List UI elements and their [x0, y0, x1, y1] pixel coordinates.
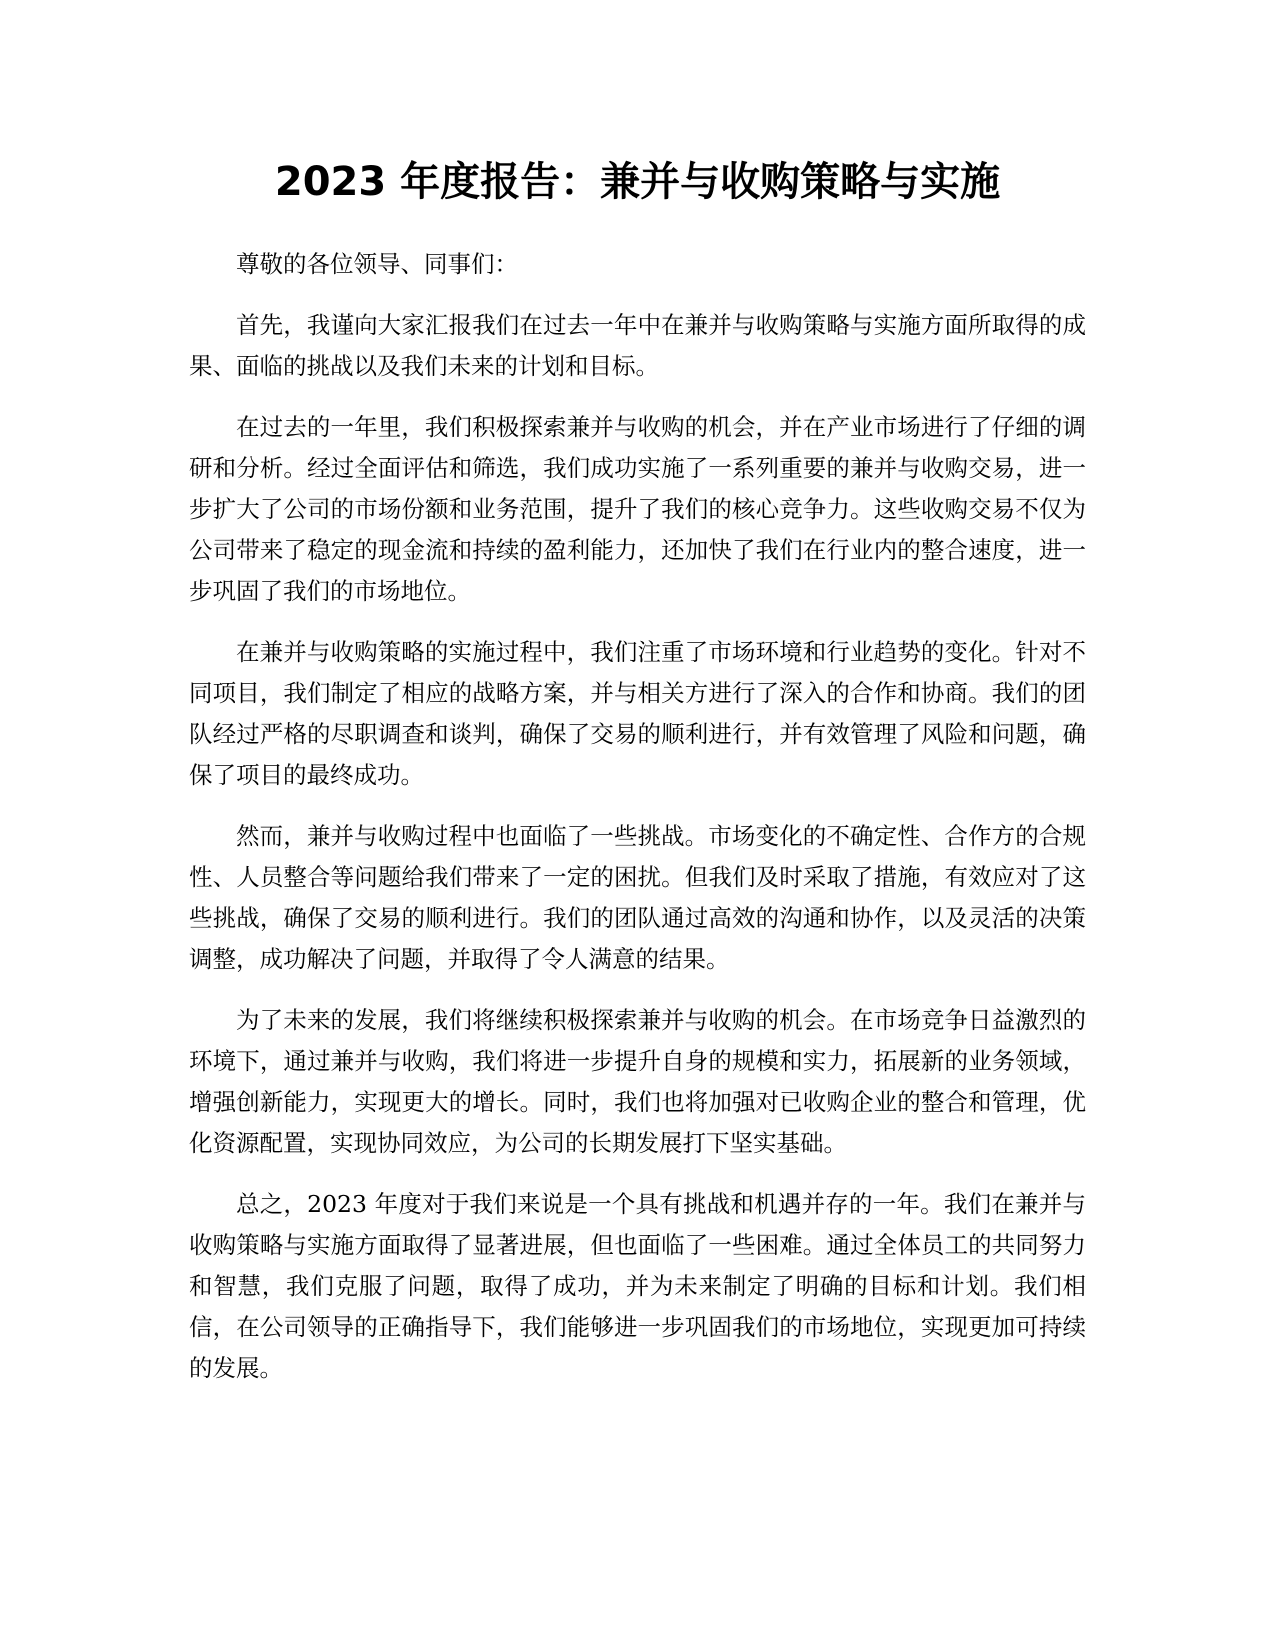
paragraph-future-plans: 为了未来的发展，我们将继续积极探索兼并与收购的机会。在市场竞争日益激烈的环境下，通过兼并与收购，我们将进一步提升自身的规模和实力，拓展新的业务领域，增强创新能力，实现更大的增长。同时，我们也将加强对已收购企业的整合和管理，优化资源配置，实现协同效应，为公司的长期发展打下坚实基础。 — [189, 1006, 1086, 1157]
paragraph-challenges: 然而，兼并与收购过程中也面临了一些挑战。市场变化的不确定性、合作方的合规性、人员整合等问题给我们带来了一定的困扰。但我们及时采取了措施，有效应对了这些挑战，确保了交易的顺利进行。我们的团队通过高效的沟通和协作，以及灵活的决策调整，成功解决了问题，并取得了令人满意的结果。 — [189, 822, 1086, 973]
paragraph-implementation: 在兼并与收购策略的实施过程中，我们注重了市场环境和行业趋势的变化。针对不同项目，我们制定了相应的战略方案，并与相关方进行了深入的合作和协商。我们的团队经过严格的尽职调查和谈判，确保了交易的顺利进行，并有效管理了风险和问题，确保了项目的最终成功。 — [189, 638, 1086, 789]
document-title: 2023 年度报告：兼并与收购策略与实施 — [274, 159, 1001, 205]
paragraph-salutation: 尊敬的各位领导、同事们： — [236, 250, 518, 278]
document-body — [189, 244, 1086, 1409]
paragraph-intro: 首先，我谨向大家汇报我们在过去一年中在兼并与收购策略与实施方面所取得的成果、面临的挑战以及我们未来的计划和目标。 — [189, 311, 1086, 380]
paragraph-achievements: 在过去的一年里，我们积极探索兼并与收购的机会，并在产业市场进行了仔细的调研和分析。经过全面评估和筛选，我们成功实施了一系列重要的兼并与收购交易，进一步扩大了公司的市场份额和业务范围，提升了我们的核心竞争力。这些收购交易不仅为公司带来了稳定的现金流和持续的盈利能力，还加快了我们在行业内的整合速度，进一步巩固了我们的市场地位。 — [189, 413, 1086, 605]
paragraph-conclusion: 总之，2023 年度对于我们来说是一个具有挑战和机遇并存的一年。我们在兼并与收购策略与实施方面取得了显著进展，但也面临了一些困难。通过全体员工的共同努力和智慧，我们克服了问题，取得了成功，并为未来制定了明确的目标和计划。我们相信，在公司领导的正确指导下，我们能够进一步巩固我们的市场地位，实现更加可持续的发展。 — [189, 1190, 1086, 1382]
